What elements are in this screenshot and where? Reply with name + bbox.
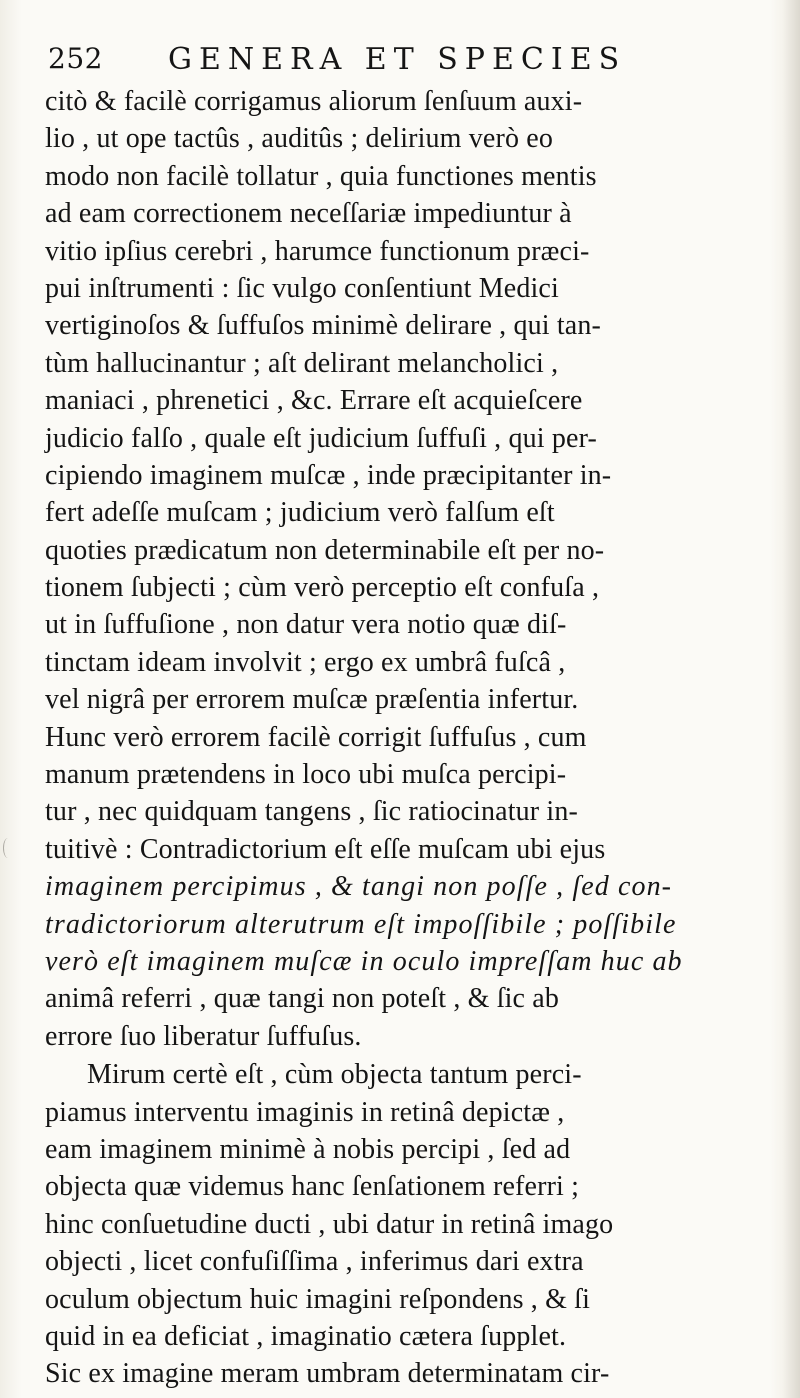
paragraph-1 — [45, 83, 760, 1055]
text-line: manum prætendens in loco ubi muſca percipi- — [45, 759, 567, 791]
paragraph-2 — [45, 1056, 760, 1393]
text-line: tionem ſubjecti ; cùm verò perceptio eſt confuſa , — [45, 572, 600, 604]
text-line: pui inſtrumenti : ſic vulgo conſentiunt Medici — [45, 272, 559, 304]
text-line: modo non facilè tollatur , quia functiones mentis — [45, 160, 597, 192]
italic-text-line: imaginem percipimus , & tangi non poſſe , ſed con- — [45, 871, 673, 903]
text-line: tùm hallucinantur ; aſt delirant melancholici , — [45, 347, 559, 379]
text-line: Hunc verò errorem facilè corrigit ſuffuſus , cum — [45, 721, 587, 753]
page-number: 252 — [48, 42, 103, 75]
text-line: oculum objectum huic imagini reſpondens , & ſi — [45, 1283, 591, 1315]
italic-text-line: verò eſt imaginem muſcæ in oculo impreſſam huc ab — [45, 945, 683, 977]
margin-mark — [3, 838, 13, 858]
text-line: ad eam correctionem neceſſariæ impediuntur à — [45, 198, 572, 230]
text-line: animâ referri , quæ tangi non poteſt , & ſic ab — [45, 983, 560, 1015]
text-line: objecti , licet confuſiſſima , inferimus dari extra — [45, 1246, 584, 1278]
text-line: vertiginoſos & ſuffuſos minimè delirare , qui tan- — [45, 310, 601, 342]
text-line: errore ſuo liberatur ſuffuſus. — [45, 1020, 362, 1052]
body-text — [45, 83, 760, 1393]
text-line: Sic ex imagine meram umbram determinatam cir- — [45, 1358, 610, 1390]
text-line: citò & facilè corrigamus aliorum ſenſuum auxi- — [45, 86, 583, 117]
text-line: ut in ſuffuſione , non datur vera notio quæ diſ- — [45, 609, 567, 641]
page-gutter-shadow — [782, 0, 800, 1398]
text-line: judicio falſo , quale eſt judicium ſuffuſi , qui per- — [45, 422, 597, 454]
text-line: hinc conſuetudine ducti , ubi datur in retinâ imago — [45, 1208, 614, 1240]
text-line: cipiendo imaginem muſcæ , inde præcipitanter in- — [45, 459, 612, 491]
text-line: quid in ea deficiat , imaginatio cætera ſupplet. — [45, 1320, 567, 1352]
text-line: tur , nec quidquam tangens , ſic ratiocinatur in- — [45, 796, 578, 828]
page-header — [48, 42, 748, 82]
running-head: GENERA ET SPECIES — [168, 42, 627, 77]
text-line: vitio ipſius cerebri , harumce functionum præci- — [45, 235, 590, 267]
text-line: tuitivè : Contradictorium eſt eſſe muſcam ubi ejus — [45, 833, 606, 865]
text-line: quoties prædicatum non determinabile eſt per no- — [45, 534, 605, 566]
italic-text-line: tradictoriorum alterutrum eſt impoſſibile ; poſſibile — [45, 908, 677, 940]
text-line: Mirum certè eſt , cùm objecta tantum perci- — [87, 1059, 582, 1091]
text-line: lio , ut ope tactûs , auditûs ; delirium verò eo — [45, 123, 553, 155]
text-line: eam imaginem minimè à nobis percipi , ſed ad — [45, 1133, 571, 1165]
text-line: fert adeſſe muſcam ; judicium verò falſum eſt — [45, 497, 555, 529]
text-line: objecta quæ videmus hanc ſenſationem referri ; — [45, 1171, 580, 1203]
text-line: piamus interventu imaginis in retinâ depictæ , — [45, 1096, 565, 1128]
text-line: vel nigrâ per errorem muſcæ præſentia infertur. — [45, 684, 579, 716]
text-line: tinctam ideam involvit ; ergo ex umbrâ fuſcâ , — [45, 646, 566, 678]
text-line: maniaci , phrenetici , &c. Errare eſt acquieſcere — [45, 385, 583, 417]
